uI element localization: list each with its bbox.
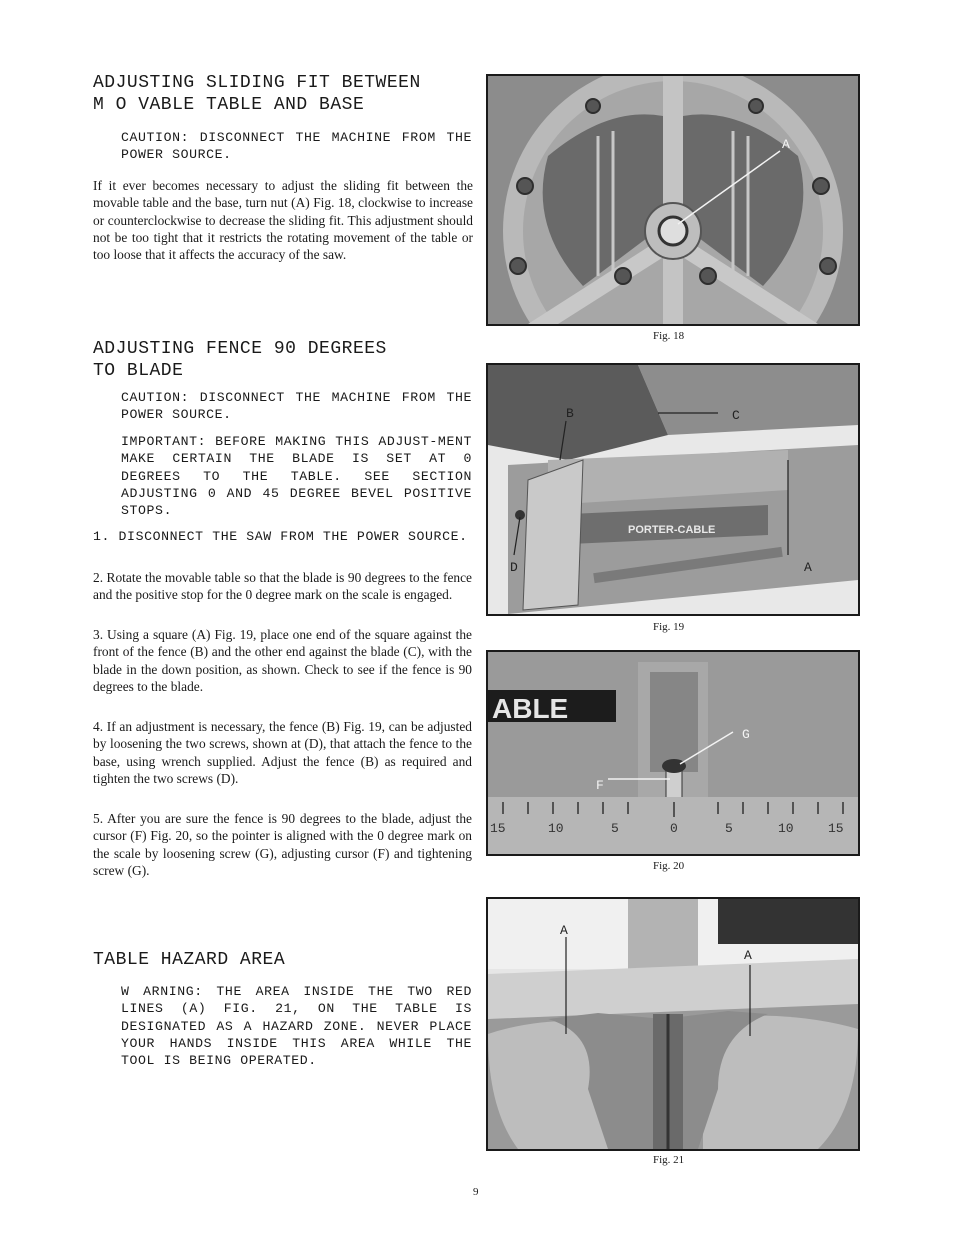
scale-tick: 15	[490, 821, 506, 836]
scale-tick: 10	[548, 821, 564, 836]
figure-18-illustration	[488, 76, 858, 324]
section-title-sliding-fit: ADJUSTING SLIDING FIT BETWEEN M O VABLE TABLE AND BASE	[93, 73, 421, 115]
label-b: B	[566, 406, 574, 421]
scale-tick: 10	[778, 821, 794, 836]
section-title-hazard: TABLE HAZARD AREA	[93, 950, 286, 970]
label-a: A	[804, 560, 812, 575]
page-number: 9	[473, 1186, 479, 1198]
figure-21-photo	[486, 897, 860, 1151]
important-note: IMPORTANT: BEFORE MAKING THIS ADJUST-MENT MAKE CERTAIN THE BLADE IS SET AT 0 DEGREES TO THE TABLE. SEE SECTION ADJUSTING 0 AND 45 DEGREE BEVEL POSITIVE STOPS.	[121, 434, 472, 519]
figure-18-photo	[486, 74, 860, 326]
caption-fig-18: Fig. 18	[653, 330, 685, 342]
figure-20-photo	[486, 650, 860, 856]
label-a: A	[782, 137, 790, 152]
figure-21-illustration	[488, 899, 858, 1149]
label-d: D	[510, 560, 518, 575]
paragraph-sliding-fit: If it ever becomes necessary to adjust the sliding fit between the movable table and the base, turn nut (A) Fig. 18, clockwise to increase or counterclockwise to decrease the sliding fit. This adjustment should not be too tight that it restricts the rotating movement of the table or too loose that it affects the accuracy of the saw.	[93, 178, 473, 263]
brand-label: PORTER-CABLE	[628, 524, 716, 536]
scale-tick: 5	[611, 821, 619, 836]
label-a: A	[560, 923, 568, 938]
scale-tick: 5	[725, 821, 733, 836]
label-a: A	[744, 948, 752, 963]
warning-hazard: W ARNING: THE AREA INSIDE THE TWO RED LINES (A) FIG. 21, ON THE TABLE IS DESIGNATED AS A HAZARD ZONE. NEVER PLACE YOUR HANDS INSIDE THIS AREA WHILE THE TOOL IS BEING OPERATED.	[121, 984, 472, 1069]
figure-19-illustration	[488, 365, 858, 614]
scale-tick: 15	[828, 821, 844, 836]
label-g: G	[742, 727, 750, 742]
step-1: 1. DISCONNECT THE SAW FROM THE POWER SOURCE.	[93, 529, 468, 544]
step-5: 5. After you are sure the fence is 90 degrees to the blade, adjust the cursor (F) Fig. 20, so the pointer is aligned with the 0 degree mark on the scale by loosening screw (G), adjusting cursor (F) and tightening screw (G).	[93, 811, 472, 878]
step-4: 4. If an adjustment is necessary, the fence (B) Fig. 19, can be adjusted by loosening the two screws, shown at (D), that attach the fence to the base, using wrench supplied. Adjust the fence (B) as required and tighten the two screws (D).	[93, 719, 472, 786]
brand-label: ABLE	[492, 693, 569, 724]
caution-fence: CAUTION: DISCONNECT THE MACHINE FROM THE POWER SOURCE.	[121, 390, 472, 423]
step-2: 2. Rotate the movable table so that the blade is 90 degrees to the fence and the positive stop for the 0 degree mark on the scale is engaged.	[93, 570, 472, 603]
label-c: C	[732, 408, 740, 423]
figure-19-photo	[486, 363, 860, 616]
figure-20-illustration	[488, 652, 858, 854]
caution-sliding: CAUTION: DISCONNECT THE MACHINE FROM THE POWER SOURCE.	[121, 130, 472, 163]
step-3: 3. Using a square (A) Fig. 19, place one end of the square against the front of the fence (B) and the other end against the blade (C), with the blade in the down position, as shown. Check to see if the fence is 90 degrees to the blade.	[93, 627, 472, 694]
caption-fig-21: Fig. 21	[653, 1154, 685, 1166]
section-title-fence: ADJUSTING FENCE 90 DEGREES TO BLADE	[93, 339, 387, 381]
caption-fig-19: Fig. 19	[653, 621, 685, 633]
label-f: F	[596, 778, 604, 793]
caption-fig-20: Fig. 20	[653, 860, 685, 872]
scale-tick: 0	[670, 821, 678, 836]
